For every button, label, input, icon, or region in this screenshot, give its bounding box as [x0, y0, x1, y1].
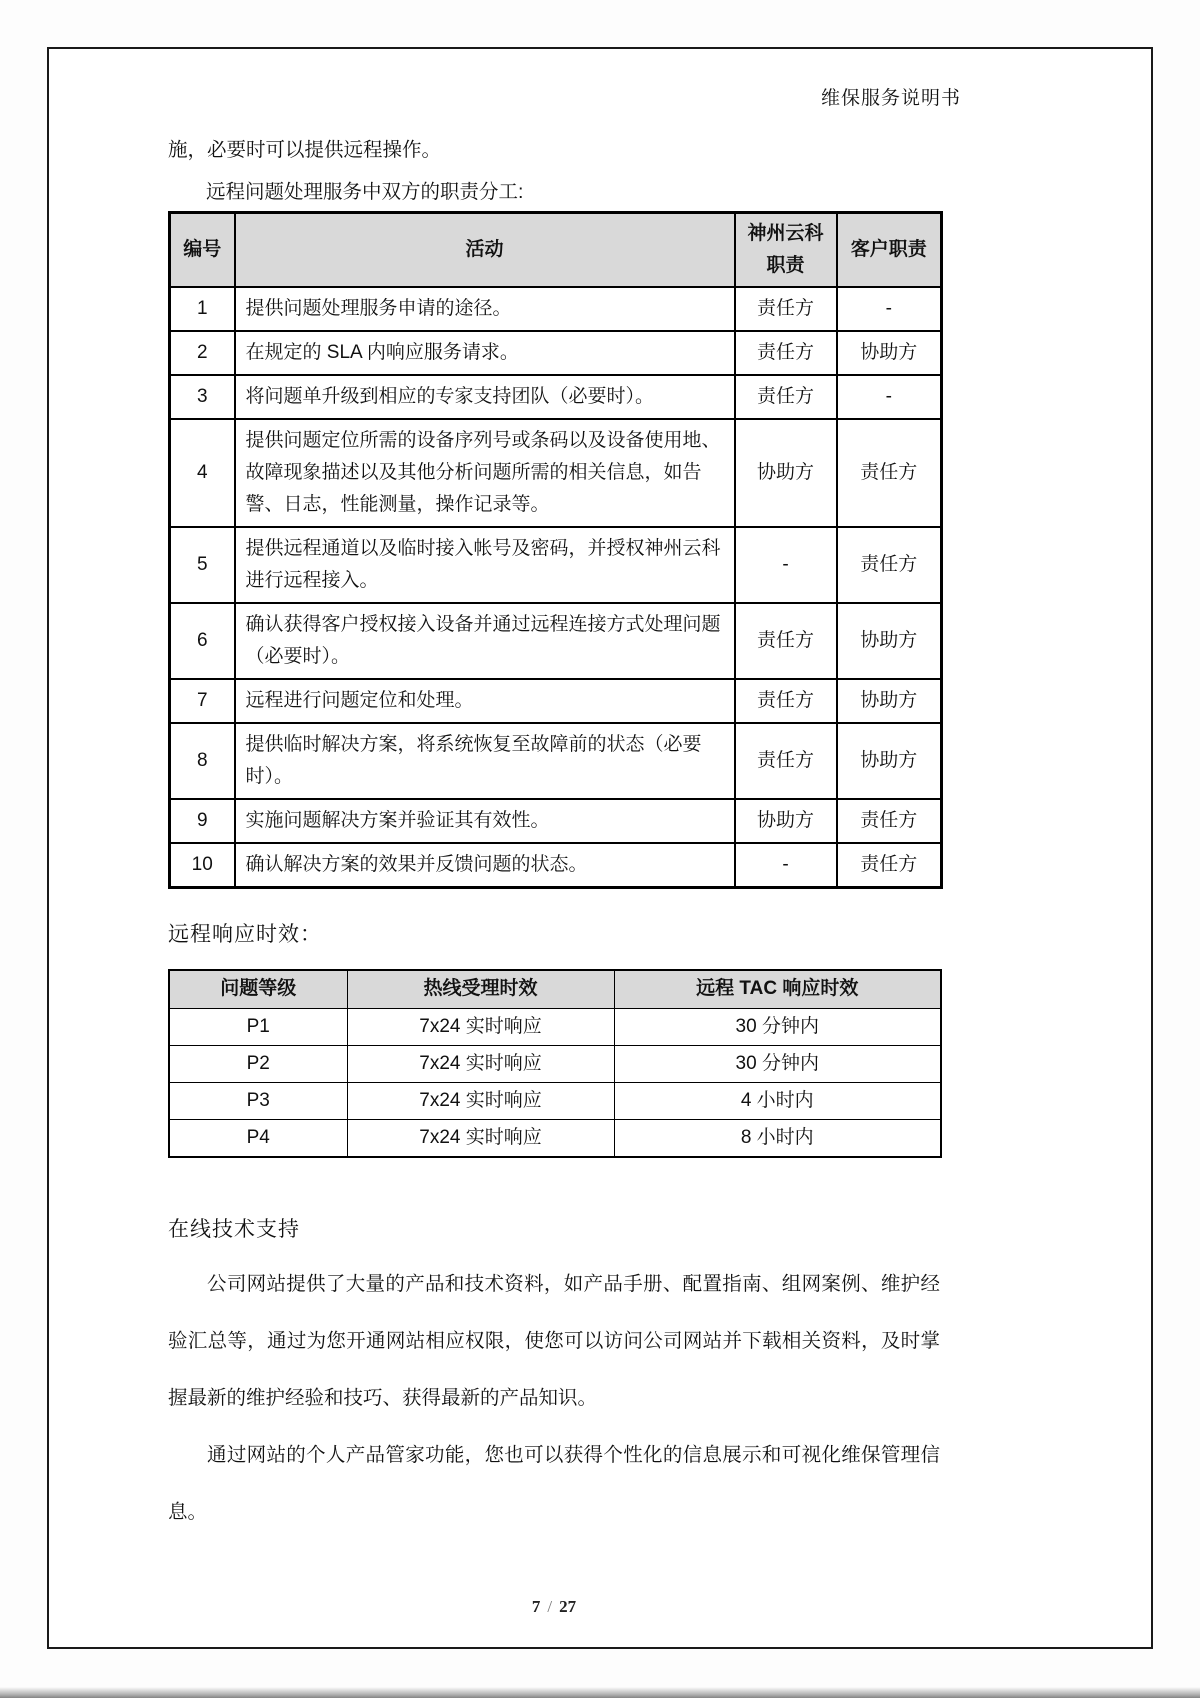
cell-hotline: 7x24 实时响应 — [347, 1119, 614, 1157]
cell-level: P1 — [169, 1008, 347, 1045]
table-row — [170, 419, 942, 527]
cell-vendor: 责任方 — [735, 603, 837, 679]
table-row — [170, 375, 942, 419]
cell-vendor: - — [735, 527, 837, 603]
col-header-customer: 客户职责 — [837, 213, 942, 288]
table-header-row — [170, 213, 942, 288]
table-row — [170, 679, 942, 723]
cell-activity: 确认解决方案的效果并反馈问题的状态。 — [235, 843, 735, 888]
table-row — [169, 1008, 941, 1045]
cell-vendor: 责任方 — [735, 287, 837, 331]
cell-tac: 4 小时内 — [614, 1082, 941, 1119]
cell-customer: - — [837, 287, 942, 331]
table-header-row — [169, 970, 941, 1008]
cell-customer: 协助方 — [837, 331, 942, 375]
cell-activity: 提供临时解决方案，将系统恢复至故障前的状态（必要时）。 — [235, 723, 735, 799]
col-header-vendor: 神州云科职责 — [735, 213, 837, 288]
cell-activity: 实施问题解决方案并验证其有效性。 — [235, 799, 735, 843]
cell-no: 5 — [170, 527, 235, 603]
col-header-hotline: 热线受理时效 — [347, 970, 614, 1008]
table-row — [170, 603, 942, 679]
paragraph: 通过网站的个人产品管家功能，您也可以获得个性化的信息展示和可视化维保管理信息。 — [168, 1443, 940, 1523]
cell-vendor: 责任方 — [735, 375, 837, 419]
table-row — [169, 1045, 941, 1082]
cell-customer: 责任方 — [837, 843, 942, 888]
table-row — [169, 1082, 941, 1119]
cell-no: 1 — [170, 287, 235, 331]
responsibilities-caption: 远程问题处理服务中双方的职责分工: — [206, 181, 524, 203]
cell-customer: 协助方 — [837, 723, 942, 799]
page-separator: / — [547, 1597, 553, 1616]
response-time-table — [168, 969, 942, 1158]
cell-activity: 将问题单升级到相应的专家支持团队（必要时）。 — [235, 375, 735, 419]
paragraph: 公司网站提供了大量的产品和技术资料，如产品手册、配置指南、组网案例、维护经验汇总等，通过为您开通网站相应权限，使您可以访问公司网站并下载相关资料，及时掌握最新的维护经验和技巧、获得最新的产品知识。 — [168, 1272, 940, 1409]
page-current: 7 — [531, 1597, 541, 1616]
online-support-heading: 在线技术支持 — [168, 1217, 300, 1241]
table-row — [170, 799, 942, 843]
cell-vendor: 责任方 — [735, 331, 837, 375]
table-row — [170, 527, 942, 603]
cell-hotline: 7x24 实时响应 — [347, 1082, 614, 1119]
cell-activity: 提供远程通道以及临时接入帐号及密码，并授权神州云科进行远程接入。 — [235, 527, 735, 603]
table-row — [170, 287, 942, 331]
col-header-activity: 活动 — [235, 213, 735, 288]
cell-no: 9 — [170, 799, 235, 843]
responsibilities-table — [168, 211, 943, 889]
cell-level: P3 — [169, 1082, 347, 1119]
table-row — [170, 843, 942, 888]
cell-customer: 责任方 — [837, 419, 942, 527]
cell-vendor: 协助方 — [735, 419, 837, 527]
cell-no: 7 — [170, 679, 235, 723]
cell-no: 8 — [170, 723, 235, 799]
response-time-heading: 远程响应时效： — [168, 923, 322, 946]
document-header-title: 维保服务说明书 — [820, 88, 961, 109]
cell-vendor: 协助方 — [735, 799, 837, 843]
cell-vendor: - — [735, 843, 837, 888]
cell-hotline: 7x24 实时响应 — [347, 1045, 614, 1082]
cell-hotline: 7x24 实时响应 — [347, 1008, 614, 1045]
cell-no: 10 — [170, 843, 235, 888]
page-total: 27 — [559, 1597, 577, 1616]
cell-activity: 确认获得客户授权接入设备并通过远程连接方式处理问题（必要时）。 — [235, 603, 735, 679]
cell-vendor: 责任方 — [735, 723, 837, 799]
cell-no: 2 — [170, 331, 235, 375]
page-frame — [47, 47, 1153, 1649]
table-row — [170, 331, 942, 375]
page-content — [168, 49, 940, 1541]
cell-tac: 30 分钟内 — [614, 1045, 941, 1082]
cell-activity: 提供问题处理服务申请的途径。 — [235, 287, 735, 331]
cell-customer: 责任方 — [837, 799, 942, 843]
col-header-tac: 远程 TAC 响应时效 — [614, 970, 941, 1008]
cell-activity: 在规定的 SLA 内响应服务请求。 — [235, 331, 735, 375]
cell-tac: 8 小时内 — [614, 1119, 941, 1157]
cell-no: 6 — [170, 603, 235, 679]
cell-no: 4 — [170, 419, 235, 527]
cell-customer: - — [837, 375, 942, 419]
table-row — [169, 1119, 941, 1157]
cell-customer: 责任方 — [837, 527, 942, 603]
cell-tac: 30 分钟内 — [614, 1008, 941, 1045]
cell-vendor: 责任方 — [735, 679, 837, 723]
cell-customer: 协助方 — [837, 603, 942, 679]
cell-level: P4 — [169, 1119, 347, 1157]
cell-customer: 协助方 — [837, 679, 942, 723]
online-support-body — [168, 1256, 940, 1541]
cell-activity: 提供问题定位所需的设备序列号或条码以及设备使用地、故障现象描述以及其他分析问题所需的相关信息，如告警、日志，性能测量，操作记录等。 — [235, 419, 735, 527]
scan-edge-shadow — [0, 1687, 1200, 1698]
cell-no: 3 — [170, 375, 235, 419]
footer-page-number — [168, 1597, 940, 1617]
intro-text: 施，必要时可以提供远程操作。 — [168, 139, 442, 161]
cell-level: P2 — [169, 1045, 347, 1082]
table-row — [170, 723, 942, 799]
col-header-no: 编号 — [170, 213, 235, 288]
col-header-level: 问题等级 — [169, 970, 347, 1008]
cell-activity: 远程进行问题定位和处理。 — [235, 679, 735, 723]
